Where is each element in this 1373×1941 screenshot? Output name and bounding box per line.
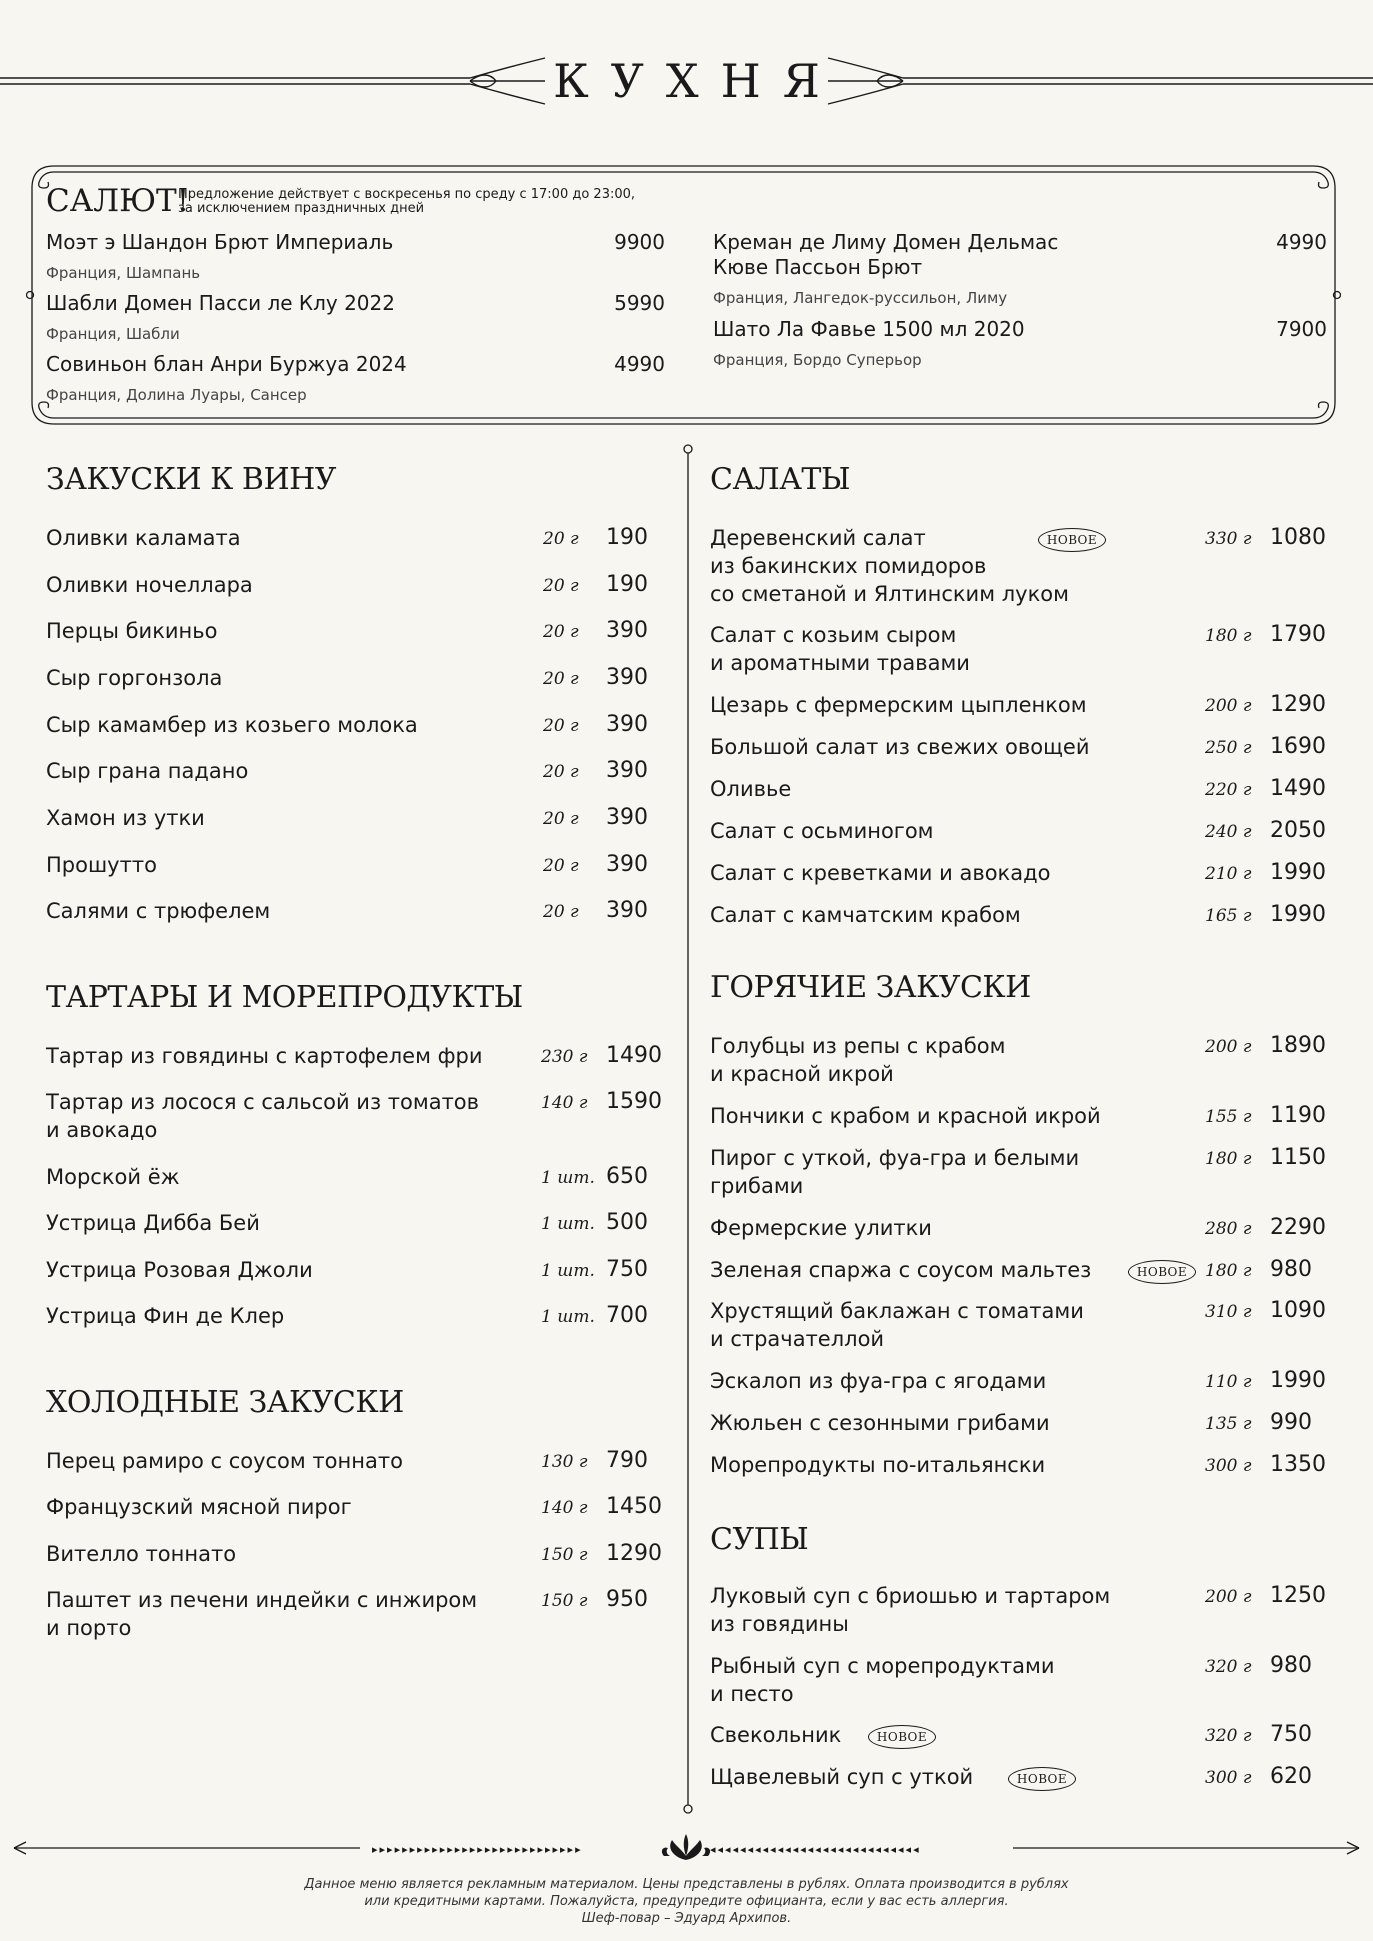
item-price: 980 [1270, 1653, 1312, 1678]
item-name: Перец рамиро с соусом тоннато [46, 1449, 403, 1473]
promo-item-name: Моэт э Шандон Брют Империаль [46, 230, 394, 254]
item-weight: 240 г [1205, 822, 1252, 842]
item-price: 1250 [1270, 1583, 1326, 1608]
item-price: 390 [606, 665, 648, 690]
promo-item-origin: Франция, Долина Луары, Сансер [46, 386, 307, 404]
item-weight: 135 г [1205, 1414, 1252, 1434]
item-name: Салат с осьминогом [710, 819, 934, 843]
item-weight: 20 г [543, 809, 579, 829]
item-weight: 200 г [1205, 1587, 1252, 1607]
promo-item-name: Совиньон блан Анри Буржуа 2024 [46, 352, 407, 376]
item-name: Деревенский салат [710, 526, 926, 550]
item-name-continued: и песто [710, 1682, 794, 1706]
item-price: 1690 [1270, 734, 1326, 759]
item-weight: 165 г [1205, 906, 1252, 926]
promo-item-price: 4990 [1276, 230, 1327, 254]
item-name-continued: грибами [710, 1174, 804, 1198]
item-price: 1990 [1270, 1368, 1326, 1393]
promo-item-name: Шато Ла Фавье 1500 мл 2020 [713, 317, 1025, 341]
item-weight: 110 г [1205, 1372, 1252, 1392]
item-price: 1080 [1270, 525, 1326, 550]
item-weight: 200 г [1205, 1037, 1252, 1057]
promo-title: САЛЮТ! [46, 183, 190, 219]
item-price: 390 [606, 805, 648, 830]
promo-item-origin: Франция, Бордо Суперьор [713, 351, 922, 369]
item-name: Салат с козьим сыром [710, 623, 957, 647]
item-weight: 1 шт. [541, 1261, 595, 1281]
item-name: Луковый суп с бриошью и тартаром [710, 1584, 1111, 1608]
item-price: 650 [606, 1164, 648, 1189]
item-price: 1290 [606, 1541, 662, 1566]
item-name: Морской ёж [46, 1165, 180, 1189]
item-price: 1190 [1270, 1103, 1326, 1128]
item-price: 950 [606, 1587, 648, 1612]
page-title: КУХНЯ [553, 54, 842, 108]
item-name-continued: и ароматными травами [710, 651, 970, 675]
item-name-continued: и красной икрой [710, 1062, 894, 1086]
section-title-tartares: ТАРТАРЫ И МОРЕПРОДУКТЫ [46, 980, 523, 1015]
item-price: 2050 [1270, 818, 1326, 843]
item-weight: 310 г [1205, 1302, 1252, 1322]
item-name: Перцы бикиньо [46, 619, 218, 643]
column-divider [680, 444, 696, 1814]
item-weight: 20 г [543, 856, 579, 876]
section-title-hot: ГОРЯЧИЕ ЗАКУСКИ [710, 970, 1031, 1005]
item-name: Паштет из печени индейки с инжиром [46, 1588, 478, 1612]
item-name: Хрустящий баклажан с томатами [710, 1299, 1084, 1323]
item-price: 390 [606, 898, 648, 923]
item-weight: 20 г [543, 762, 579, 782]
footer-ornament [0, 1830, 1373, 1866]
item-weight: 210 г [1205, 864, 1252, 884]
item-price: 1450 [606, 1494, 662, 1519]
promo-item-price: 9900 [614, 230, 665, 254]
section-title-cold: ХОЛОДНЫЕ ЗАКУСКИ [46, 1385, 404, 1420]
item-price: 1990 [1270, 860, 1326, 885]
item-name-continued: из бакинских помидоров [710, 554, 987, 578]
item-price: 500 [606, 1210, 648, 1235]
footer-line: Шеф-повар – Эдуард Архипов. [581, 1911, 792, 1926]
item-price: 390 [606, 852, 648, 877]
promo-item-origin: Франция, Лангедок-руссильон, Лиму [713, 289, 1008, 307]
promo-item-price: 7900 [1276, 317, 1327, 341]
item-weight: 20 г [543, 576, 579, 596]
item-price: 700 [606, 1303, 648, 1328]
item-name-continued: и авокадо [46, 1118, 158, 1142]
item-price: 1090 [1270, 1298, 1326, 1323]
item-weight: 230 г [541, 1047, 588, 1067]
footer-line: или кредитными картами. Пожалуйста, предупредите официанта, если у вас есть аллергия. [364, 1894, 1009, 1909]
item-price: 390 [606, 618, 648, 643]
promo-note-line1: Предложение действует с воскресенья по среду с 17:00 до 23:00, [178, 187, 636, 202]
item-price: 1990 [1270, 902, 1326, 927]
item-price: 390 [606, 712, 648, 737]
item-weight: 140 г [541, 1498, 588, 1518]
item-price: 1150 [1270, 1145, 1326, 1170]
item-weight: 1 шт. [541, 1214, 595, 1234]
item-weight: 20 г [543, 529, 579, 549]
new-badge: НОВОЕ [868, 1725, 936, 1749]
item-name: Устрица Розовая Джоли [46, 1258, 313, 1282]
item-price: 1790 [1270, 622, 1326, 647]
item-price: 1350 [1270, 1452, 1326, 1477]
item-name: Устрица Фин де Клер [46, 1304, 285, 1328]
item-name: Прошутто [46, 853, 157, 877]
page-header [0, 40, 1373, 126]
item-name: Щавелевый суп с уткой [710, 1765, 974, 1789]
item-price: 1490 [606, 1043, 662, 1068]
promo-item-origin: Франция, Шабли [46, 325, 180, 343]
item-weight: 180 г [1205, 626, 1252, 646]
item-weight: 155 г [1205, 1107, 1252, 1127]
item-name: Голубцы из репы с крабом [710, 1034, 1006, 1058]
item-name: Хамон из утки [46, 806, 205, 830]
item-name-continued: и страчателлой [710, 1327, 885, 1351]
footer-line: Данное меню является рекламным материалом. Цены представлены в рублях. Оплата производится в рублях [304, 1877, 1069, 1892]
item-name: Салями с трюфелем [46, 899, 271, 923]
svg-text:▸▸▸▸▸▸▸▸▸▸▸▸▸▸▸▸▸▸▸▸▸▸▸▸▸▸▸▸: ▸▸▸▸▸▸▸▸▸▸▸▸▸▸▸▸▸▸▸▸▸▸▸▸▸▸▸▸ [372, 1843, 583, 1856]
item-name: Сыр грана падано [46, 759, 249, 783]
item-name: Вителло тоннато [46, 1542, 237, 1566]
item-name: Оливки каламата [46, 526, 241, 550]
promo-item-price: 4990 [614, 352, 665, 376]
item-name: Зеленая спаржа с соусом мальтез [710, 1258, 1092, 1282]
promo-item-name-line: Креман де Лиму Домен Дельмас [713, 230, 1059, 254]
new-badge: НОВОЕ [1008, 1767, 1076, 1791]
item-weight: 20 г [543, 902, 579, 922]
promo-item-name: Шабли Домен Пасси ле Клу 2022 [46, 291, 395, 315]
item-name: Салат с креветками и авокадо [710, 861, 1051, 885]
item-weight: 1 шт. [541, 1168, 595, 1188]
promo-item-price: 5990 [614, 291, 665, 315]
item-name: Оливье [710, 777, 792, 801]
item-price: 750 [606, 1257, 648, 1282]
item-name: Салат с камчатским крабом [710, 903, 1021, 927]
item-name: Свекольник [710, 1723, 842, 1747]
item-weight: 220 г [1205, 780, 1252, 800]
item-price: 980 [1270, 1257, 1312, 1282]
item-weight: 330 г [1205, 529, 1252, 549]
item-weight: 180 г [1205, 1261, 1252, 1281]
item-name: Цезарь с фермерским цыпленком [710, 693, 1087, 717]
item-price: 390 [606, 758, 648, 783]
item-weight: 20 г [543, 716, 579, 736]
new-badge: НОВОЕ [1128, 1260, 1196, 1284]
item-price: 2290 [1270, 1215, 1326, 1240]
section-title-salads: САЛАТЫ [710, 462, 850, 497]
item-name: Тартар из лосося с сальсой из томатов [46, 1090, 480, 1114]
item-weight: 180 г [1205, 1149, 1252, 1169]
section-title-soups: СУПЫ [710, 1522, 809, 1557]
item-price: 190 [606, 525, 648, 550]
item-name: Сыр камамбер из козьего молока [46, 713, 418, 737]
item-weight: 320 г [1205, 1657, 1252, 1677]
item-weight: 300 г [1205, 1456, 1252, 1476]
item-name: Тартар из говядины с картофелем фри [46, 1044, 483, 1068]
item-weight: 140 г [541, 1093, 588, 1113]
item-price: 990 [1270, 1410, 1312, 1435]
item-name: Фермерские улитки [710, 1216, 932, 1240]
item-price: 790 [606, 1448, 648, 1473]
item-weight: 20 г [543, 669, 579, 689]
item-name: Морепродукты по-итальянски [710, 1453, 1046, 1477]
item-name: Французский мясной пирог [46, 1495, 352, 1519]
item-price: 1290 [1270, 692, 1326, 717]
item-weight: 320 г [1205, 1726, 1252, 1746]
item-weight: 300 г [1205, 1768, 1252, 1788]
item-weight: 200 г [1205, 696, 1252, 716]
item-price: 1490 [1270, 776, 1326, 801]
item-name: Жюльен с сезонными грибами [710, 1411, 1050, 1435]
item-weight: 150 г [541, 1545, 588, 1565]
item-price: 190 [606, 572, 648, 597]
item-price: 620 [1270, 1764, 1312, 1789]
item-name: Пончики с крабом и красной икрой [710, 1104, 1101, 1128]
item-price: 1890 [1270, 1033, 1326, 1058]
item-name: Рыбный суп с морепродуктами [710, 1654, 1055, 1678]
section-title-wine-snacks: ЗАКУСКИ К ВИНУ [46, 462, 336, 497]
item-price: 750 [1270, 1722, 1312, 1747]
promo-item-name-line: Кюве Пассьон Брют [713, 255, 923, 279]
item-weight: 150 г [541, 1591, 588, 1611]
item-name-continued: из говядины [710, 1612, 849, 1636]
promo-note [178, 188, 738, 216]
item-weight: 280 г [1205, 1219, 1252, 1239]
item-price: 1590 [606, 1089, 662, 1114]
item-name: Большой салат из свежих овощей [710, 735, 1090, 759]
item-name: Эскалоп из фуа-гра с ягодами [710, 1369, 1047, 1393]
item-weight: 20 г [543, 622, 579, 642]
item-weight: 1 шт. [541, 1307, 595, 1327]
item-name: Оливки ночеллара [46, 573, 253, 597]
new-badge: НОВОЕ [1038, 528, 1106, 552]
item-name: Устрица Дибба Бей [46, 1211, 260, 1235]
item-name: Сыр горгонзола [46, 666, 223, 690]
item-weight: 250 г [1205, 738, 1252, 758]
footer-disclaimer [0, 1876, 1373, 1927]
item-name-continued: и порто [46, 1616, 132, 1640]
item-name: Пирог с уткой, фуа-гра и белыми [710, 1146, 1080, 1170]
item-name-continued: со сметаной и Ялтинским луком [710, 582, 1069, 606]
promo-note-line2: за исключением праздничных дней [178, 201, 425, 216]
promo-item-origin: Франция, Шампань [46, 264, 201, 282]
promo-item-name [713, 230, 1058, 280]
svg-text:◂◂◂◂◂◂◂◂◂◂◂◂◂◂◂◂◂◂◂◂◂◂◂◂◂◂◂◂: ◂◂◂◂◂◂◂◂◂◂◂◂◂◂◂◂◂◂◂◂◂◂◂◂◂◂◂◂ [710, 1843, 921, 1856]
item-weight: 130 г [541, 1452, 588, 1472]
